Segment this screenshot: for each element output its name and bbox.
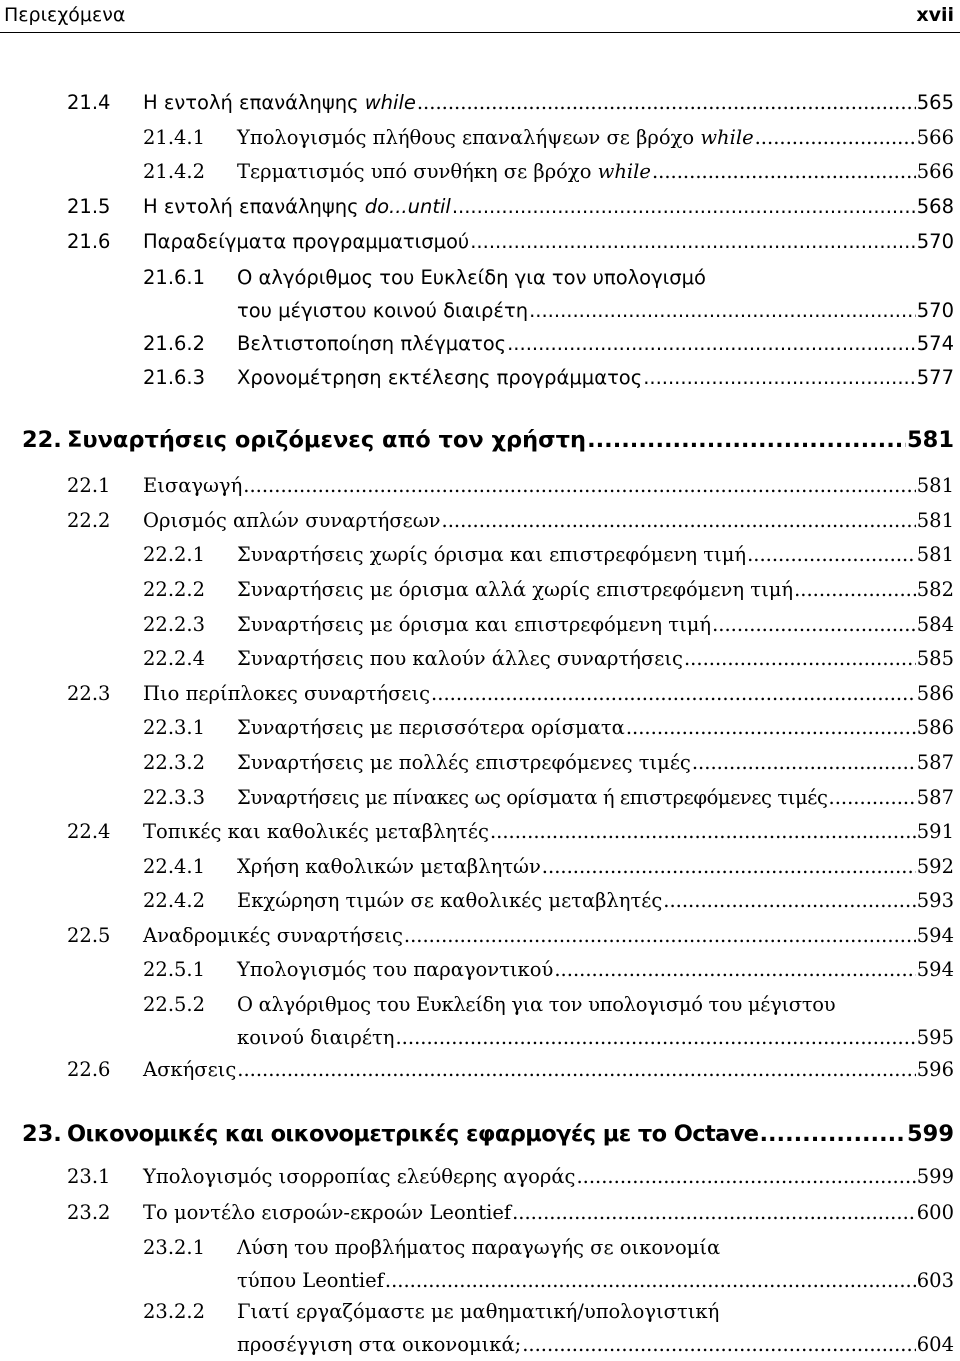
entry-page: 566 — [916, 126, 954, 149]
entry-number: 22.4.1 — [143, 855, 206, 878]
entry-title: Υπολογισμός ισορροπίας ελεύθερης αγοράς — [143, 1165, 576, 1188]
entry-page: 577 — [916, 366, 954, 389]
entry-title: Γιατί εργαζόμαστε με μαθηματική/υπολογιστική — [237, 1300, 720, 1323]
dot-leader — [243, 469, 916, 502]
entry-page: 604 — [916, 1333, 954, 1356]
entry-page: 582 — [916, 578, 954, 601]
entry-page: 586 — [916, 716, 954, 739]
entry-title: Παραδείγματα προγραμματισμού — [143, 230, 470, 253]
entry-number: 21.6.1 — [143, 266, 206, 289]
entry-page: 596 — [916, 1058, 954, 1081]
entry-number: 22.5.2 — [143, 993, 206, 1016]
dot-leader — [794, 573, 916, 606]
entry-title: Τοπικές και καθολικές μεταβλητές — [143, 820, 489, 843]
entry-page: 565 — [916, 91, 954, 114]
dot-leader — [431, 677, 916, 710]
entry-title: Τερματισμός υπό συνθήκη σε βρόχο while — [237, 160, 651, 183]
dot-leader — [507, 327, 916, 360]
entry-page: 570 — [916, 299, 954, 322]
entry-title: Συναρτήσεις με περισσότερα ορίσματα — [237, 716, 625, 739]
dot-leader — [755, 121, 916, 154]
entry-number: 22.3.2 — [143, 751, 206, 774]
entry-page: 581 — [916, 474, 954, 497]
entry-title: Πιο περίπλοκες συναρτήσεις — [143, 682, 431, 705]
entry-page: 568 — [916, 195, 954, 218]
entry-number: 21.6 — [67, 230, 111, 253]
entry-number: 22.2 — [67, 509, 111, 532]
entry-title: Ορισμός απλών συναρτήσεων — [143, 509, 441, 532]
dot-leader — [759, 1117, 906, 1151]
dot-leader — [712, 608, 916, 641]
entry-number: 21.4.2 — [143, 160, 206, 183]
entry-number: 21.5 — [67, 195, 111, 218]
entry-title: Η εντολή επανάληψης while — [143, 91, 416, 114]
dot-leader — [417, 86, 916, 119]
entry-number: 22.4 — [67, 820, 111, 843]
entry-number: 21.4.1 — [143, 126, 206, 149]
chapter-page: 599 — [907, 1121, 954, 1147]
entry-title: Συναρτήσεις χωρίς όρισμα και επιστρεφόμενη τιμή — [237, 543, 747, 566]
entry-title-cont: προσέγγιση στα οικονομικά; — [237, 1333, 522, 1356]
chapter-title: Συναρτήσεις οριζόμενες από τον χρήστη — [67, 427, 587, 453]
entry-title: Υπολογισμός πλήθους επαναλήψεων σε βρόχο while — [237, 126, 754, 149]
dot-leader — [747, 538, 916, 571]
entry-page: 586 — [916, 682, 954, 705]
entry-number: 22.3.1 — [143, 716, 206, 739]
dot-leader — [490, 815, 916, 848]
entry-page: 594 — [916, 958, 954, 981]
entry-number: 22.3.3 — [143, 786, 206, 809]
entry-number: 22.2.1 — [143, 543, 206, 566]
entry-page: 587 — [916, 751, 954, 774]
entry-title: Ο αλγόριθμος του Ευκλείδη για τον υπολογισμό — [237, 266, 706, 289]
dot-leader — [512, 1196, 916, 1229]
entry-number: 23.2 — [67, 1201, 111, 1224]
entry-title: Ασκήσεις — [143, 1058, 237, 1081]
dot-leader — [452, 190, 916, 223]
entry-number: 21.4 — [67, 91, 111, 114]
dot-leader — [643, 361, 916, 394]
entry-title: Συναρτήσεις με όρισμα αλλά χωρίς επιστρεφόμενη τιμή — [237, 578, 794, 601]
entry-page: 591 — [916, 820, 954, 843]
entry-number: 22.4.2 — [143, 889, 206, 912]
entry-number: 22.2.4 — [143, 647, 206, 670]
entry-page: 595 — [916, 1026, 954, 1049]
dot-leader — [522, 1328, 916, 1361]
entry-number: 21.6.2 — [143, 332, 206, 355]
entry-title: Χρονομέτρηση εκτέλεσης προγράμματος — [237, 366, 643, 389]
chapter-page: 581 — [907, 427, 954, 453]
entry-title: Ο αλγόριθμος του Ευκλείδη για τον υπολογισμό του μέγιστου — [237, 993, 836, 1016]
entry-title: Βελτιστοποίηση πλέγματος — [237, 332, 507, 355]
entry-page: 600 — [916, 1201, 954, 1224]
dot-leader — [626, 711, 916, 744]
entry-page: 592 — [916, 855, 954, 878]
entry-title: Συναρτήσεις με όρισμα και επιστρεφόμενη τιμή — [237, 613, 712, 636]
entry-number: 22.5 — [67, 924, 111, 947]
entry-title-cont: τύπου Leontief — [237, 1269, 384, 1292]
entry-page: 581 — [916, 509, 954, 532]
entry-page: 593 — [916, 889, 954, 912]
entry-page: 574 — [916, 332, 954, 355]
dot-leader — [542, 850, 916, 883]
chapter-number: 23. — [22, 1121, 62, 1147]
entry-title-cont: κοινού διαιρέτη — [237, 1026, 395, 1049]
dot-leader — [237, 1053, 916, 1086]
dot-leader — [404, 919, 916, 952]
entry-title-cont: του μέγιστου κοινού διαιρέτη — [237, 299, 529, 322]
entry-title: Χρήση καθολικών μεταβλητών — [237, 855, 541, 878]
dot-leader — [663, 884, 916, 917]
entry-number: 22.2.3 — [143, 613, 206, 636]
entry-page: 570 — [916, 230, 954, 253]
entry-number: 23.2.2 — [143, 1300, 206, 1323]
entry-title: Συναρτήσεις που καλούν άλλες συναρτήσεις — [237, 647, 683, 670]
entry-page: 581 — [916, 543, 954, 566]
dot-leader — [587, 423, 906, 457]
entry-number: 23.2.1 — [143, 1236, 206, 1259]
dot-leader — [652, 155, 916, 188]
entry-number: 22.3 — [67, 682, 111, 705]
entry-number: 22.6 — [67, 1058, 111, 1081]
dot-leader — [829, 781, 916, 814]
entry-title: Το μοντέλο εισροών-εκροών Leontief — [143, 1201, 512, 1224]
entry-title: Αναδρομικές συναρτήσεις — [143, 924, 403, 947]
dot-leader — [529, 294, 916, 327]
entry-number: 22.1 — [67, 474, 111, 497]
page-header — [0, 0, 960, 32]
chapter-title: Οικονομικές και οικονομετρικές εφαρμογές με το Octave — [67, 1121, 759, 1147]
entry-page: 584 — [916, 613, 954, 636]
entry-page: 585 — [916, 647, 954, 670]
entry-title: Υπολογισμός του παραγοντικού — [237, 958, 554, 981]
chapter-number: 22. — [22, 427, 62, 453]
dot-leader — [385, 1264, 916, 1297]
entry-number: 22.2.2 — [143, 578, 206, 601]
dot-leader — [470, 225, 916, 258]
entry-number: 22.5.1 — [143, 958, 206, 981]
running-head: Περιεχόμενα — [4, 4, 126, 26]
entry-page: 566 — [916, 160, 954, 183]
dot-leader — [684, 642, 916, 675]
entry-title: Συναρτήσεις με πίνακες ως ορίσματα ή επιστρεφόμενες τιμές — [237, 786, 828, 809]
entry-title: Εκχώρηση τιμών σε καθολικές μεταβλητές — [237, 889, 663, 912]
entry-number: 23.1 — [67, 1165, 111, 1188]
header-rule — [0, 32, 960, 33]
entry-title: Η εντολή επανάληψης do...until — [143, 195, 451, 218]
page-number: xvii — [916, 4, 954, 26]
dot-leader — [395, 1021, 915, 1054]
dot-leader — [576, 1160, 915, 1193]
entry-page: 587 — [916, 786, 954, 809]
dot-leader — [554, 953, 915, 986]
dot-leader — [692, 746, 916, 779]
entry-title: Εισαγωγή — [143, 474, 243, 497]
entry-page: 599 — [916, 1165, 954, 1188]
entry-title: Λύση του προβλήματος παραγωγής σε οικονομία — [237, 1236, 721, 1259]
entry-page: 594 — [916, 924, 954, 947]
entry-page: 603 — [916, 1269, 954, 1292]
entry-title: Συναρτήσεις με πολλές επιστρεφόμενες τιμές — [237, 751, 691, 774]
entry-number: 21.6.3 — [143, 366, 206, 389]
dot-leader — [442, 504, 916, 537]
